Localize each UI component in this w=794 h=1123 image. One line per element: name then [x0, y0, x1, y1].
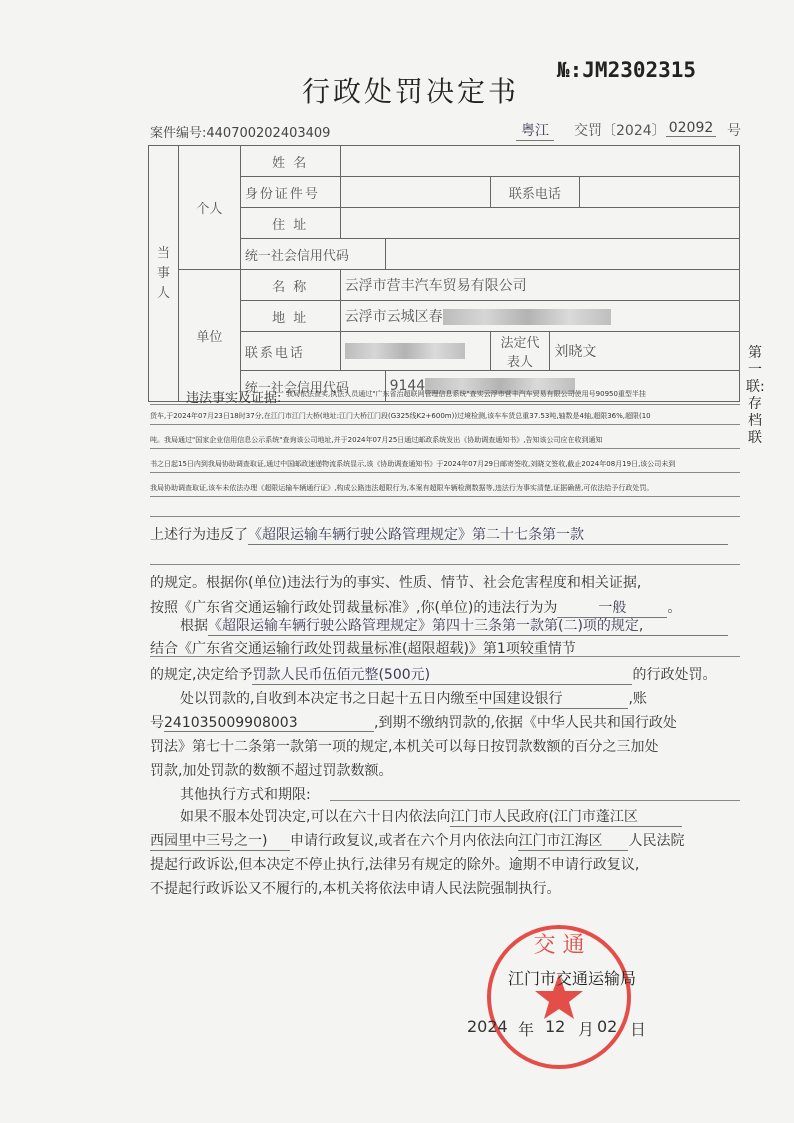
payment-bank: 中国建设银行 [478, 688, 628, 709]
individual-credit-label: 统一社会信用代码 [240, 239, 385, 270]
copy-label: 第一联:存档联 [746, 345, 765, 446]
unit-address-value: 云浮市云城区春 [344, 309, 443, 325]
review-authority-address: 西园里中三号之一) [150, 830, 290, 851]
unit-label: 单位 [178, 270, 240, 402]
para-combine: 结合《广东省交通运输行政处罚裁量标准(超限超载)》第1项较重情节 [150, 641, 576, 657]
facts-line-2: 货车,于2024年07月23日18时37分,在江门市江门大桥(地址:江门大桥江门段(G325线K2+600m))过境检测,该车车货总重37.53吨,轴数是4轴,超限36%,超限(10 [150, 412, 651, 420]
party-side-label: 当事人 [149, 146, 179, 402]
facts-line-3: 吨。我局通过"国家企业信用信息公示系统"查询该公司地址,并于2024年07月25日通过邮政系统发出《协助调查通知书》,告知该公司应在收到通知 [150, 436, 603, 444]
individual-address-value [340, 208, 739, 239]
unit-phone-label: 联系电话 [240, 332, 340, 371]
date-year-unit: 年 [518, 1020, 535, 1039]
account-suffix: ,到期不缴纳罚款的,依据《中华人民共和国行政处 [374, 715, 677, 731]
para-according [180, 615, 728, 636]
rule-line [150, 516, 740, 517]
party-table [148, 145, 740, 402]
redaction-mark [443, 309, 611, 325]
official-seal-icon [484, 922, 637, 1072]
individual-name-label: 姓 名 [240, 146, 340, 177]
rule-line [150, 472, 740, 473]
date-month-unit: 月 [578, 1020, 595, 1039]
para-appeal [180, 806, 682, 827]
para-appeal-2 [150, 830, 684, 851]
violation-level: 一般 [557, 597, 667, 618]
individual-address-label: 住 址 [240, 208, 340, 239]
court-name: 江门市江海区 [518, 830, 628, 851]
review-authority: 江门市人民政府(江门市蓬江区 [450, 806, 682, 827]
standard-prefix: 按照《广东省交通运输行政处罚裁量标准》,你(单位)的违法行为为 [150, 600, 558, 616]
unit-address-cell [340, 301, 739, 332]
penalty-amount: 罚款人民币伍佰元整(500元) [252, 664, 632, 685]
individual-id-label: 身份证件号 [240, 177, 340, 208]
account-prefix: 号 [150, 715, 164, 731]
header-prefix-text: 粤江 [516, 120, 554, 141]
svg-text:交 通: 交 通 [533, 933, 585, 958]
appeal-mid: 申请行政复议,或者在六个月内依法向 [290, 833, 519, 849]
para-payment [180, 688, 647, 709]
facts-line-4: 书之日起15日内到我局协助调查取证,通过中国邮政速递物流系统显示,该《协助调查通知书》于2024年07月29日邮寄签收,刘晓文签收,截止2024年08月19日,该公司未到 [150, 460, 676, 468]
document-title: 行政处罚决定书 [302, 75, 520, 108]
para-enforcement: 不提起行政诉讼又不履行的,本机关将依法申请人民法院强制执行。 [150, 881, 561, 897]
header-mid: 交罚〔2024〕 [574, 123, 666, 139]
individual-id-value [340, 177, 490, 208]
rule-line [150, 564, 740, 565]
para-surcharge-limit: 罚款,加处罚款的数额不超过罚款数额。 [150, 763, 393, 779]
facts-line-1: 我局依法查实,执法人员通过"广东省治超联网管理信息系统"查实云浮市营丰汽车贸易有限公司使用号90950重型半挂 [286, 390, 646, 398]
unit-rep-value: 刘晓文 [550, 332, 740, 371]
date-day-unit: 日 [630, 1020, 647, 1039]
according-law: 《超限运输车辆行驶公路管理规定》第四十三条第一款第(二)项的规定, [208, 615, 728, 636]
individual-phone-label: 联系电话 [490, 177, 580, 208]
violation-prefix: 上述行为违反了 [150, 527, 248, 543]
individual-name-value [340, 146, 739, 177]
rule-line [150, 404, 740, 405]
unit-name-label: 名 称 [240, 270, 340, 301]
header-number-text: 02092 [666, 120, 716, 137]
appeal-prefix: 如果不服本处罚决定,可以在六十日内依法向 [180, 809, 451, 825]
date-day: 02 [597, 1017, 618, 1036]
header-prefix [516, 120, 554, 141]
unit-credit-label: 统一社会信用代码 [240, 371, 385, 402]
appeal-suffix: 人民法院 [628, 833, 685, 849]
case-number: 案件编号:440700202403409 [150, 126, 331, 141]
para-litigation: 提起行政诉讼,但本决定不停止执行,法律另有规定的除外。逾期不申请行政复议, [150, 857, 640, 873]
payment-prefix: 处以罚款的,自收到本决定书之日起十五日内缴至 [180, 691, 479, 707]
para-violation [150, 524, 728, 545]
para-account [150, 712, 677, 732]
para-surcharge: 罚法》第七十二条第一款第一项的规定,本机关可以每日按罚款数额的百分之三加处 [150, 739, 659, 755]
individual-phone-value [580, 177, 740, 208]
according-prefix: 根据 [180, 618, 208, 634]
violation-law: 《超限运输车辆行驶公路管理规定》第二十七条第一款 [248, 524, 728, 545]
unit-name-value: 云浮市营丰汽车贸易有限公司 [340, 270, 739, 301]
standard-suffix: 。 [667, 600, 682, 616]
date-month: 12 [545, 1017, 566, 1036]
rule-line [150, 496, 740, 497]
date-year: 2024 [467, 1017, 508, 1036]
redaction-mark [345, 343, 465, 359]
rule-line [150, 424, 740, 425]
para-decision [150, 664, 716, 685]
account-number: 241035009908003 [164, 715, 374, 732]
rule-line [150, 656, 740, 657]
unit-credit-value: 9144 [389, 378, 426, 394]
unit-rep-label: 法定代表人 [490, 332, 550, 371]
rule-line [150, 448, 740, 449]
facts-line-5: 我局协助调查取证,该车未依法办理《超限运输车辆通行证》,构成公路违法超限行为,本案有超限车辆检测数据等,违法行为事实清楚,证据确凿,可依法给予行政处罚。 [150, 484, 654, 492]
facts-label: 违法事实及证据: [186, 391, 282, 406]
individual-credit-value [385, 239, 739, 270]
rule-line [330, 800, 740, 801]
decision-suffix: 的行政处罚。 [632, 667, 717, 683]
payment-suffix: ,账 [628, 691, 647, 707]
document-number: №:JM2302315 [557, 58, 697, 82]
para-basis: 的规定。根据你(单位)违法行为的事实、性质、情节、社会危害程度和相关证据, [150, 575, 642, 591]
header-suffix: 号 [727, 123, 741, 139]
decision-prefix: 的规定,决定给予 [150, 667, 253, 683]
para-other: 其他执行方式和期限: [180, 787, 311, 803]
header-number [666, 120, 716, 137]
issuing-agency: 江门市交通运输局 [508, 969, 637, 988]
individual-label: 个人 [178, 146, 240, 270]
unit-address-label: 地 址 [240, 301, 340, 332]
unit-phone-cell [340, 332, 490, 371]
